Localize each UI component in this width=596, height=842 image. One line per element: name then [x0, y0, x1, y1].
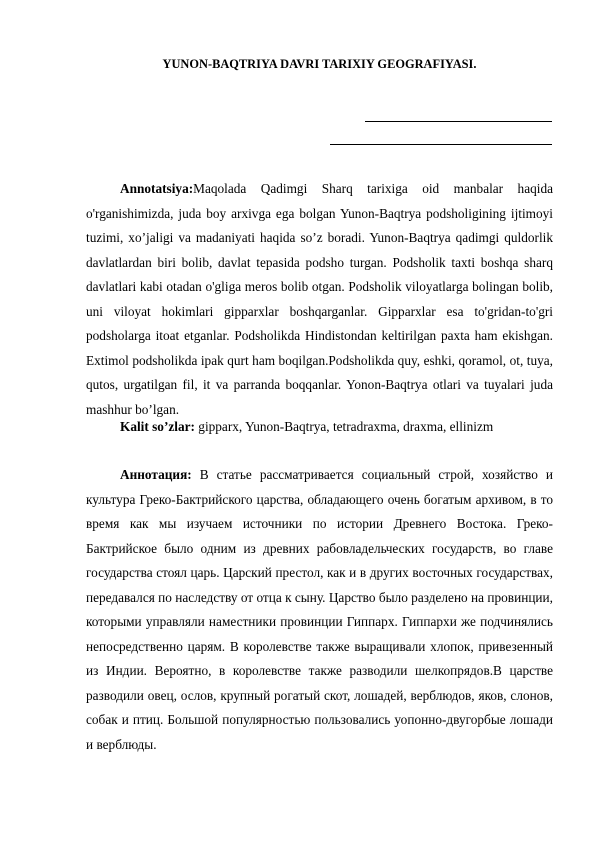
author-line-2: [330, 144, 552, 145]
author-line-1: [365, 121, 552, 122]
annotation-uz-text: Maqolada Qadimgi Sharq tarixiga oid manbalar haqida o'rganishimizda, juda boy arxivga ega bolgan Yunon-Baqtrya podsholigining ijtimoyi tuzimi, xo’jaligi va madaniyati haqida so’z boradi. Yunon-Baqtrya qadimgi quldorlik davlatlardan biri bolib, davlat tepasida podsho turgan. Podsholik taxti boshqa sharq davlatlari kabi otadan o'gliga meros bolib otgan. Podsholik viloyatlarga bolingan bolib, uni viloyat hokimlari gipparxlar boshqarganlar. Gipparxlar esa to'gridan-to'gri podsholarga itoat etganlar. Podsholikda Hindistondan keltirilgan paxta ham ekishgan. Extimol podsholikda ipak qurt ham boqilgan.Podsholikda quy, eshki, qoramol, ot, tuya, qutos, urgatilgan fil, it va parranda boqqanlar. Yonon-Baqtrya otlari va tuyalari juda mashhur bo’lgan.: [86, 181, 553, 417]
annotation-ru-paragraph: [86, 463, 553, 757]
keywords-uz-label: Kalit so’zlar:: [120, 419, 195, 434]
annotation-uz-paragraph: [86, 177, 553, 422]
annotation-ru-text: В статье рассматривается социальный строй, хозяйство и культура Греко-Бактрийского царства, обладающего очень богатым архивом, в то время как мы изучаем источники по истории Древнего Востока. Греко-Бактрийское было одним из древних рабовладельческих государств, во главе государства стоял царь. Царский престол, как и в других восточных государствах, передавался по наследству от отца к сыну. Царство было разделено на провинции, которыми управляли наместники провинции Гиппарх. Гиппархи же подчинялись непосредственно царям. В королевстве также выращивали хлопок, привезенный из Индии. Вероятно, в королевстве также разводили шелкопрядов.В царстве разводили овец, ослов, крупный рогатый скот, лошадей, верблюдов, яков, слонов, собак и птиц. Большой популярностью пользовались уопонно-двугорбые лошади и верблюды.: [86, 467, 553, 752]
keywords-uz-paragraph: [86, 415, 553, 440]
annotation-uz-label: Annotatsiya:: [120, 181, 194, 196]
annotation-ru-label: Аннотация:: [120, 467, 192, 482]
keywords-uz-text: gipparx, Yunon-Baqtrya, tetradraxma, draxma, ellinizm: [194, 419, 494, 434]
document-title: YUNON-BAQTRIYA DAVRI TARIXIY GEOGRAFIYASI.: [162, 57, 477, 71]
